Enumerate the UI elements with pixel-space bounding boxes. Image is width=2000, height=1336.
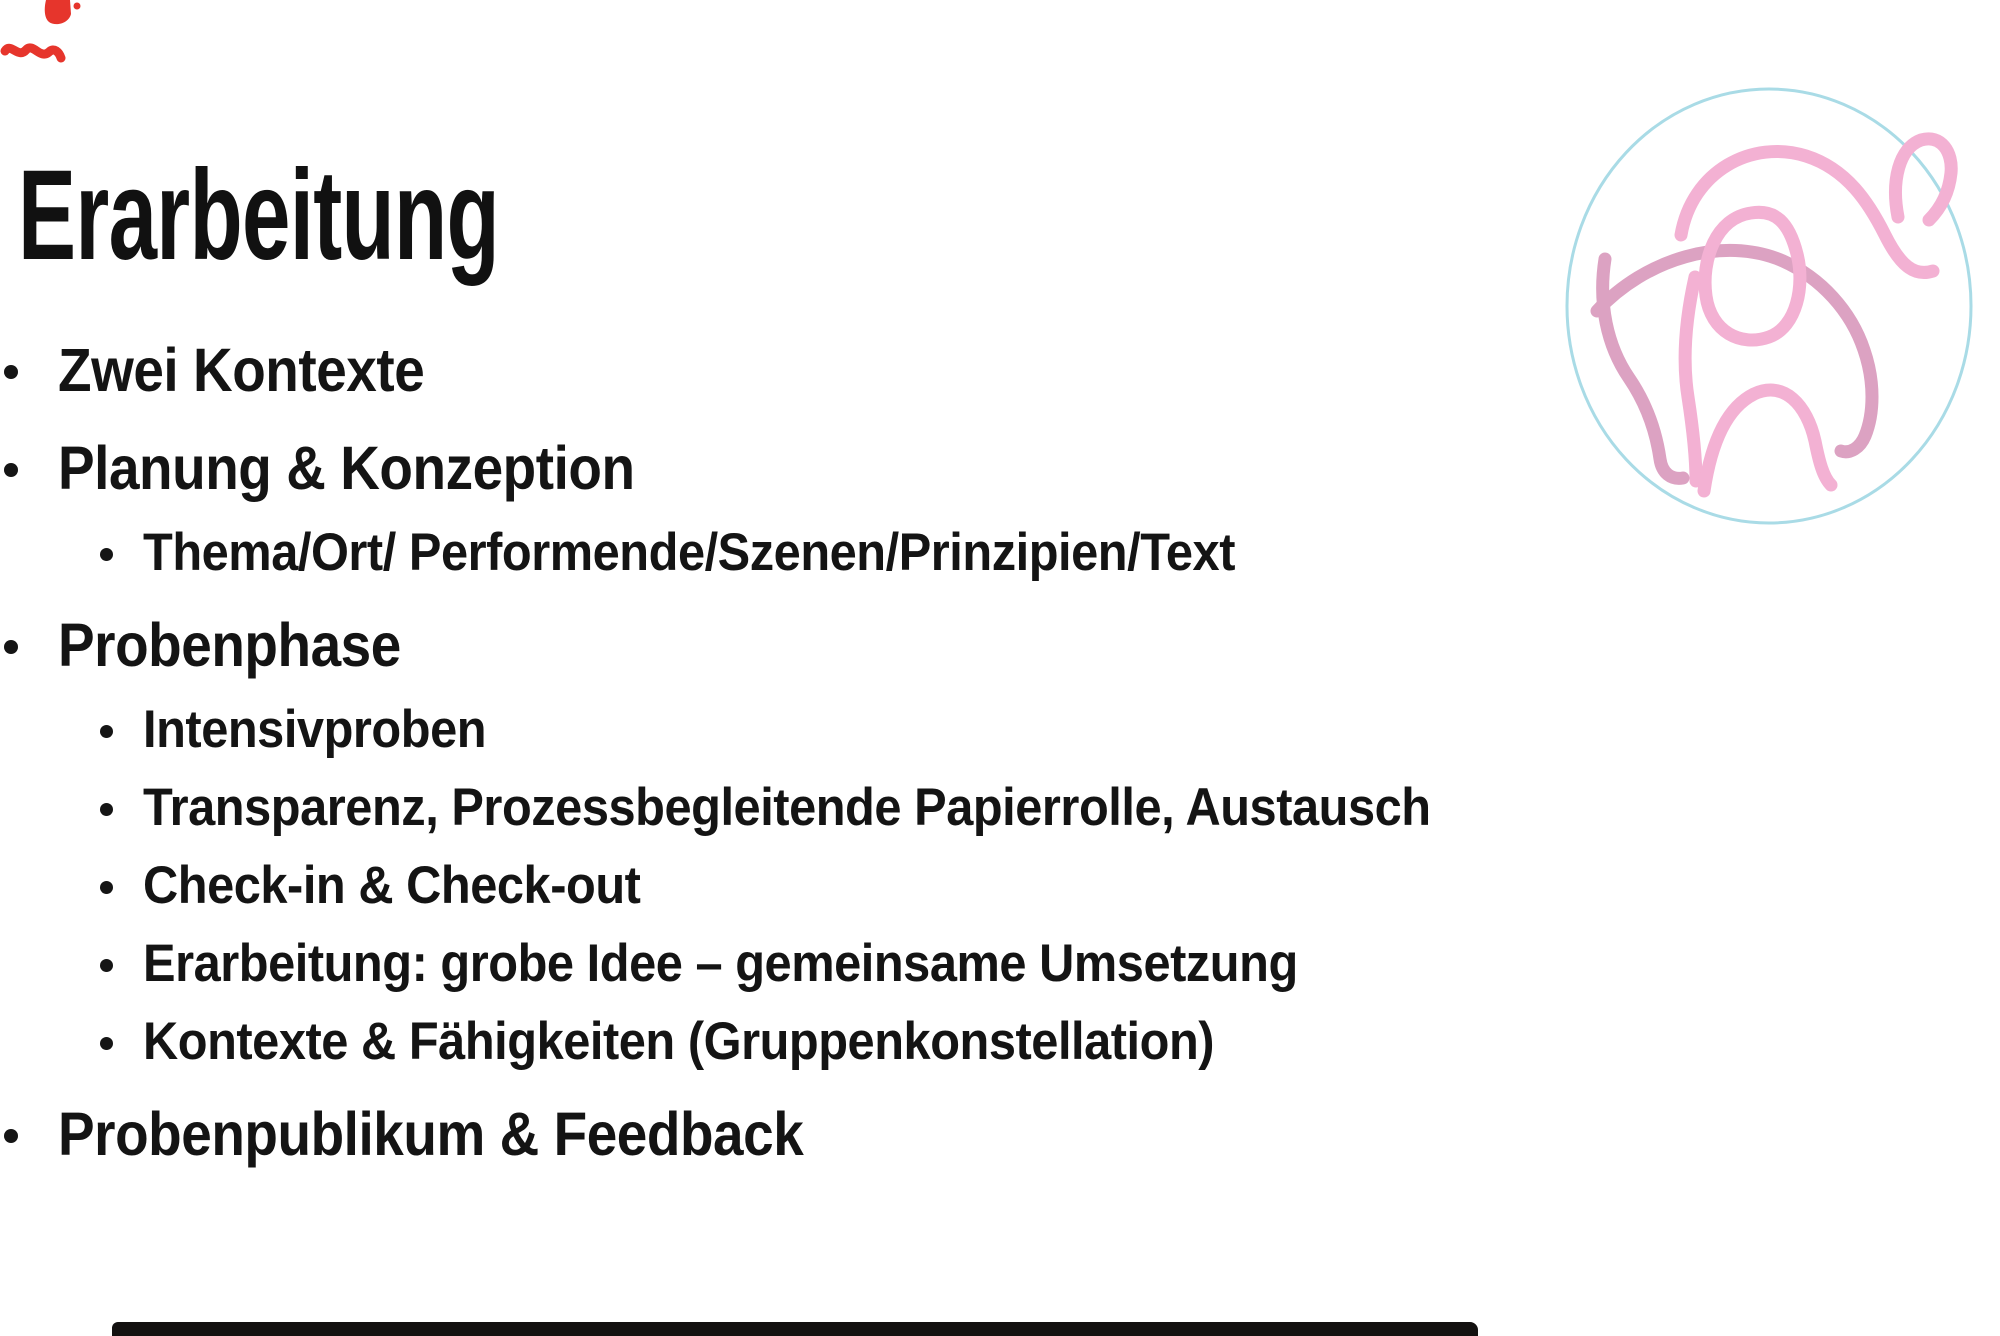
bullet-dot-icon [100, 959, 113, 972]
bullet-item [4, 611, 439, 679]
bullet-text: Probenpublikum & Feedback [58, 1100, 804, 1168]
bullet-subitem [100, 933, 1398, 993]
bullet-dot-icon [4, 365, 18, 379]
red-ink-annotation [0, 0, 120, 120]
bullet-text: Check-in & Check-out [143, 855, 641, 915]
bullet-item [4, 1100, 886, 1168]
elephant-trunk-hook [1896, 139, 1952, 220]
red-ink-blob [45, 0, 71, 24]
bullet-subitem [100, 1011, 1307, 1071]
elephant-leg-arch [1704, 390, 1831, 491]
bottom-photo-strip [112, 1322, 1478, 1336]
elephant-front-leg [1685, 277, 1696, 481]
red-ink-speck [74, 3, 81, 10]
bullet-text: Planung & Konzeption [58, 434, 635, 502]
bullet-dot-icon [100, 1037, 113, 1050]
bullet-dot-icon [4, 1129, 18, 1143]
bullet-dot-icon [100, 881, 113, 894]
bullet-dot-icon [100, 803, 113, 816]
bullet-dot-icon [4, 640, 18, 654]
bullet-subitem [100, 522, 1330, 582]
bullet-subitem [100, 699, 516, 759]
bullet-item [4, 336, 465, 404]
elephant-head-outline [1705, 212, 1800, 340]
red-ink-squiggle [5, 48, 61, 58]
bullet-text: Transparenz, Prozessbegleitende Papierrolle, Austausch [143, 777, 1431, 837]
bullet-text: Intensivproben [143, 699, 487, 759]
bullet-subitem [100, 855, 684, 915]
bullet-dot-icon [100, 725, 113, 738]
bullet-text: Erarbeitung: grobe Idee – gemeinsame Umsetzung [143, 933, 1298, 993]
bullet-item [4, 434, 699, 502]
bullet-text: Thema/Ort/ Performende/Szenen/Prinzipien/Text [143, 522, 1235, 582]
bullet-subitem [100, 777, 1543, 837]
bullet-dot-icon [4, 463, 18, 477]
bullet-text: Probenphase [58, 611, 401, 679]
bullet-dot-icon [100, 548, 113, 561]
bullet-text: Kontexte & Fähigkeiten (Gruppenkonstellation) [143, 1011, 1215, 1071]
page-title-text: Erarbeitung [18, 144, 499, 287]
elephant-back-stroke [1597, 250, 1872, 451]
bullet-text: Zwei Kontexte [58, 336, 425, 404]
elephant-logo [1553, 63, 1983, 533]
page-title [18, 144, 725, 287]
